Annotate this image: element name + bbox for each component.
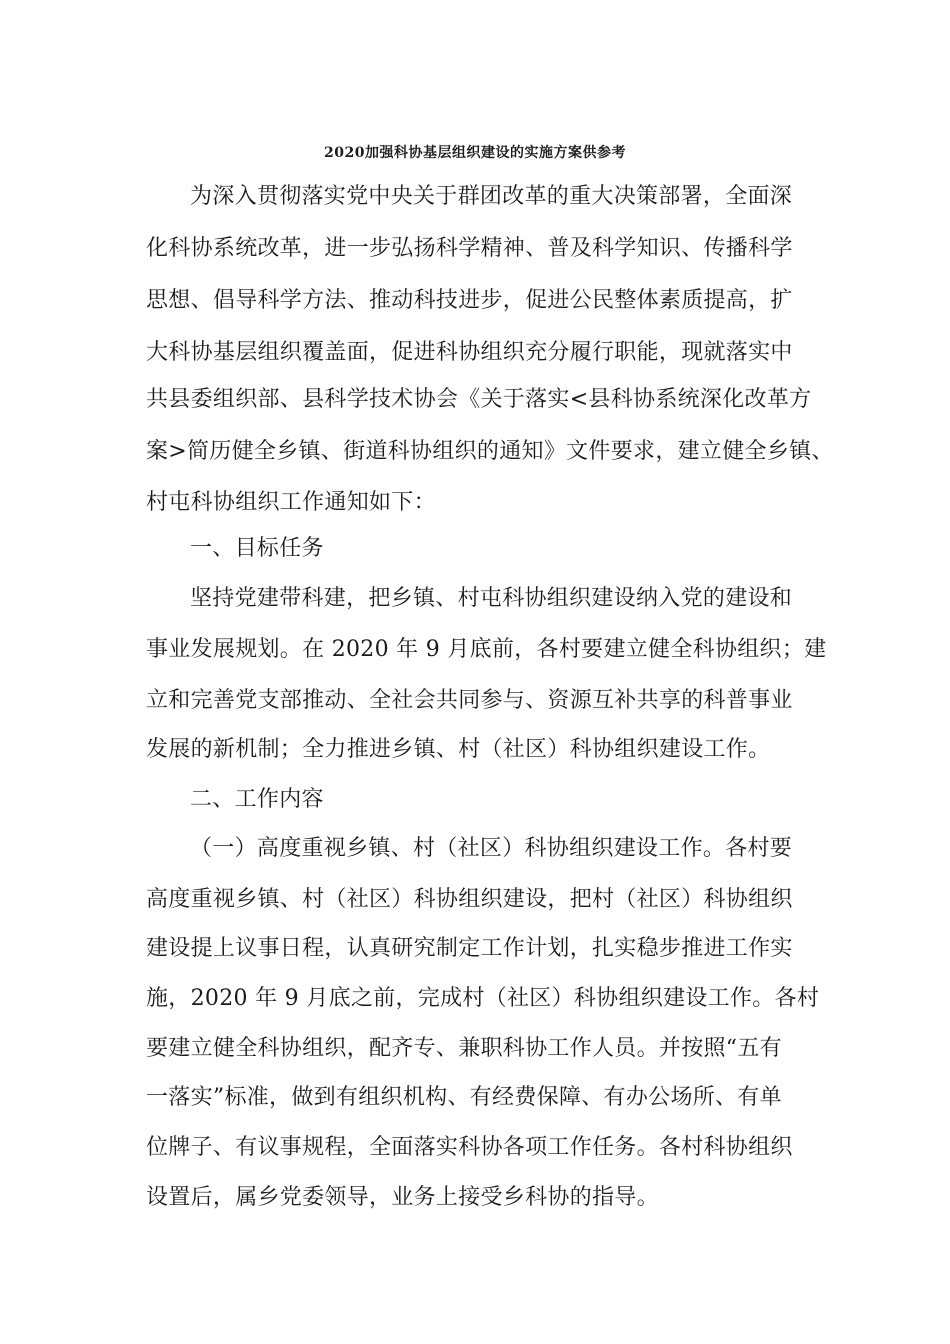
paragraph-line: 施，2020 年 9 月底之前，完成村（社区）科协组织建设工作。各村 <box>146 986 820 1011</box>
paragraph-line: 共县委组织部、县科学技术协会《关于落实<县科协系统深化改革方 <box>146 387 812 412</box>
paragraph-line: 化科协系统改革，进一步弘扬科学精神、普及科学知识、传播科学 <box>146 236 793 261</box>
paragraph-line: 位牌子、有议事规程，全面落实科协各项工作任务。各村科协组织 <box>146 1135 793 1160</box>
section-heading: 二、工作内容 <box>190 787 324 812</box>
paragraph-line: 建设提上议事日程，认真研究制定工作计划，扎实稳步推进工作实 <box>146 936 793 961</box>
paragraph-line: 大科协基层组织覆盖面，促进科协组织充分履行职能，现就落实中 <box>146 340 793 365</box>
section-heading: 一、目标任务 <box>190 536 324 561</box>
paragraph-line: 事业发展规划。在 2020 年 9 月底前，各村要建立健全科协组织；建 <box>146 637 827 662</box>
paragraph-line: （一）高度重视乡镇、村（社区）科协组织建设工作。各村要 <box>190 836 793 861</box>
paragraph-line: 高度重视乡镇、村（社区）科协组织建设，把村（社区）科协组织 <box>146 887 793 912</box>
paragraph-line: 思想、倡导科学方法、推动科技进步，促进公民整体素质提高，扩 <box>146 288 793 313</box>
paragraph-line: 一落实”标准，做到有组织机构、有经费保障、有办公场所、有单 <box>146 1085 782 1110</box>
document-title: 2020加强科协基层组织建设的实施方案供参考 <box>324 145 626 161</box>
paragraph-line: 案>简历健全乡镇、街道科协组织的通知》文件要求，建立健全乡镇、 <box>146 439 834 464</box>
paragraph-line: 要建立健全科协组织，配齐专、兼职科协工作人员。并按照“五有 <box>146 1036 782 1061</box>
paragraph-line: 发展的新机制；全力推进乡镇、村（社区）科协组织建设工作。 <box>146 737 771 762</box>
paragraph-line: 坚持党建带科建，把乡镇、村屯科协组织建设纳入党的建设和 <box>190 586 793 611</box>
paragraph-line: 设置后，属乡党委领导，业务上接受乡科协的指导。 <box>146 1185 659 1210</box>
paragraph-line: 村屯科协组织工作通知如下： <box>146 490 436 515</box>
paragraph-line: 立和完善党支部推动、全社会共同参与、资源互补共享的科普事业 <box>146 688 793 713</box>
paragraph-line: 为深入贯彻落实党中央关于群团改革的重大决策部署，全面深 <box>190 184 793 209</box>
